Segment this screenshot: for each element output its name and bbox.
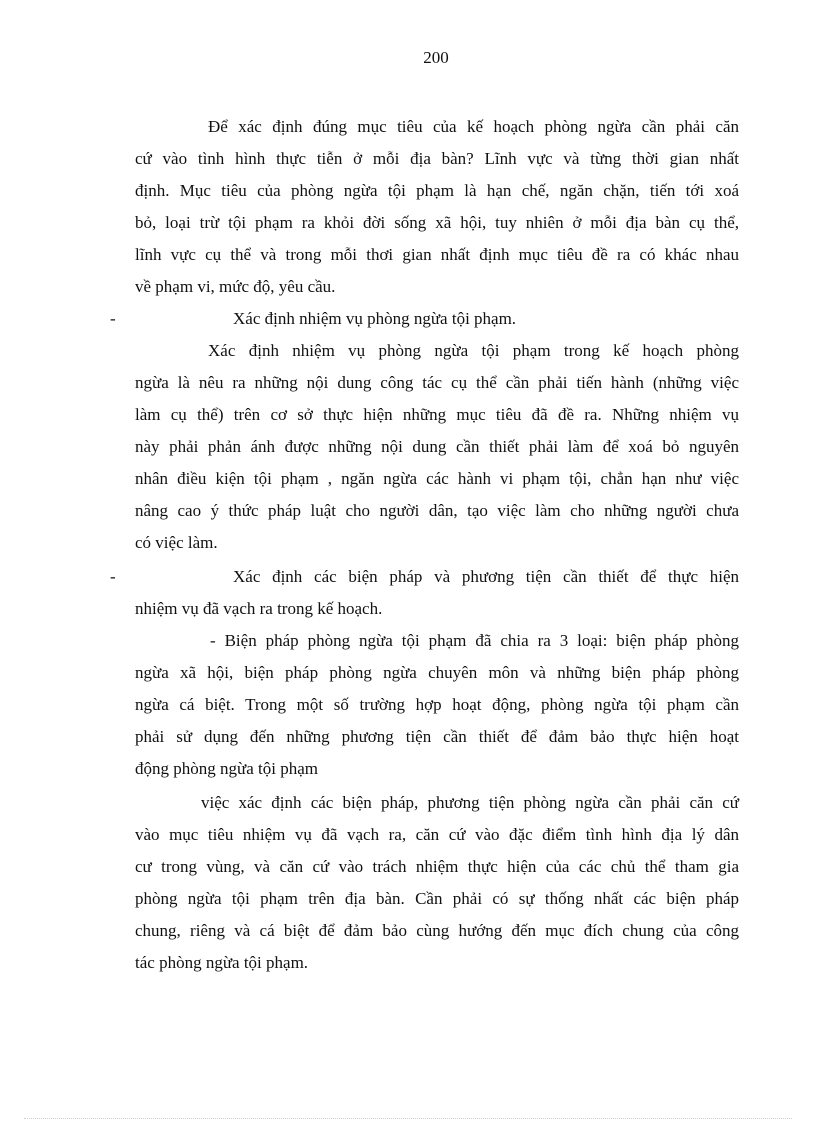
paragraph-line: nâng cao ý thức pháp luật cho người dân, tạo việc làm cho những người chưa (135, 501, 739, 520)
paragraph-line: này phải phản ánh được những nội dung cần thiết phải làm để xoá bỏ nguyên (135, 437, 739, 456)
paragraph-line: nhân điều kiện tội phạm , ngăn ngừa các hành vi phạm tội, chẳn hạn như việc (135, 469, 739, 488)
paragraph-line: động phòng ngừa tội phạm (135, 759, 318, 778)
paragraph-line: lĩnh vực cụ thể và trong mỗi thơi gian nhất định mục tiêu đề ra có khác nhau (135, 245, 739, 264)
page-number: 200 (423, 48, 449, 67)
paragraph-line: làm cụ thể) trên cơ sở thực hiện những mục tiêu đã đề ra. Những nhiệm vụ (135, 405, 739, 424)
paragraph-line: bỏ, loại trừ tội phạm ra khỏi đời sống xã hội, tuy nhiên ở mỗi địa bàn cụ thể, (135, 213, 739, 232)
list-dash: - (110, 567, 116, 586)
paragraph-line: ngừa là nêu ra những nội dung công tác cụ thể cần phải tiến hành (những việc (135, 373, 739, 392)
list-item-heading-cont: nhiệm vụ đã vạch ra trong kế hoạch. (135, 599, 383, 618)
paragraph-line: phòng ngừa tội phạm trên địa bàn. Cần phải có sự thống nhất các biện pháp (135, 889, 739, 908)
paragraph-line: Xác định nhiệm vụ phòng ngừa tội phạm trong kế hoạch phòng (208, 341, 739, 360)
list-item-heading: Xác định nhiệm vụ phòng ngừa tội phạm. (233, 309, 517, 328)
paragraph-line: cư trong vùng, và căn cứ vào trách nhiệm thực hiện của các chủ thể tham gia (135, 857, 739, 876)
paragraph-line: việc xác định các biện pháp, phương tiện phòng ngừa cần phải căn cứ (201, 793, 739, 812)
list-item-heading: Xác định các biện pháp và phương tiện cần thiết để thực hiện (233, 567, 739, 586)
paragraph-line: ngừa cá biệt. Trong một số trường hợp hoạt động, phòng ngừa tội phạm cần (135, 695, 739, 714)
paragraph-line: - Biện pháp phòng ngừa tội phạm đã chia ra 3 loại: biện pháp phòng (210, 631, 739, 650)
page-footer-rule (24, 1118, 792, 1119)
paragraph-line: định. Mục tiêu của phòng ngừa tội phạm là hạn chế, ngăn chặn, tiến tới xoá (135, 181, 739, 200)
paragraph-line: vào mục tiêu nhiệm vụ đã vạch ra, căn cứ vào đặc điểm tình hình địa lý dân (135, 825, 739, 844)
paragraph-line: tác phòng ngừa tội phạm. (135, 953, 309, 972)
list-dash: - (110, 309, 116, 328)
paragraph-line: phải sử dụng đến những phương tiện cần thiết để đảm bảo thực hiện hoạt (135, 727, 739, 746)
paragraph-line: ngừa xã hội, biện pháp phòng ngừa chuyên môn và những biện pháp phòng (135, 663, 739, 682)
paragraph-line: có việc làm. (135, 533, 218, 552)
paragraph-line: chung, riêng và cá biệt để đảm bảo cùng hướng đến mục đích chung của công (135, 921, 739, 940)
paragraph-line: về phạm vi, mức độ, yêu cầu. (135, 277, 336, 296)
paragraph-line: cứ vào tình hình thực tiễn ở mỗi địa bàn? Lĩnh vực và từng thời gian nhất (135, 149, 739, 168)
paragraph-line: Để xác định đúng mục tiêu của kế hoạch phòng ngừa cần phải căn (208, 117, 739, 136)
